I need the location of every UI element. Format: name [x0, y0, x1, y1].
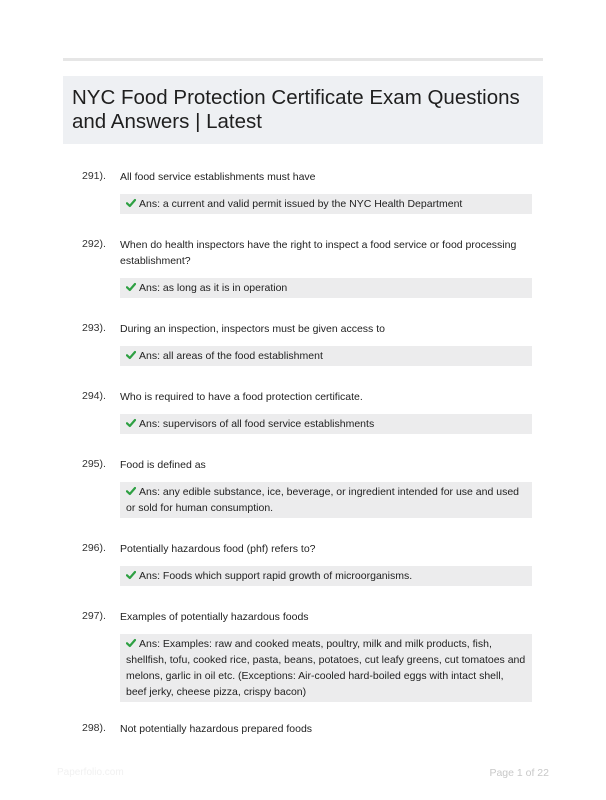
checkmark-icon	[126, 486, 136, 496]
checkmark-icon	[126, 638, 136, 648]
checkmark-icon	[126, 350, 136, 360]
answer-box	[120, 194, 532, 214]
answer-box	[120, 566, 532, 586]
answer-text: Ans: supervisors of all food service establishments	[139, 418, 375, 430]
question-text: Not potentially hazardous prepared foods	[120, 723, 313, 735]
answer-box	[120, 414, 532, 434]
question-text: All food service establishments must have	[120, 171, 316, 183]
title-banner	[63, 76, 543, 144]
question-number: 292).	[82, 238, 106, 250]
question-text: Who is required to have a food protection certificate.	[120, 391, 363, 403]
question-number: 291).	[82, 170, 106, 182]
footer-watermark: Paperfolio.com	[57, 767, 124, 778]
answer-text: Ans: as long as it is in operation	[139, 282, 288, 294]
question-number: 298).	[82, 722, 106, 734]
answer-box	[120, 278, 532, 298]
checkmark-icon	[126, 198, 136, 208]
question-text: Examples of potentially hazardous foods	[120, 611, 309, 623]
page-title: NYC Food Protection Certificate Exam Questions and Answers | Latest	[72, 86, 520, 133]
question-number: 296).	[82, 542, 106, 554]
question-number: 294).	[82, 390, 106, 402]
checkmark-icon	[126, 570, 136, 580]
answer-box	[120, 346, 532, 366]
question-text: Potentially hazardous food (phf) refers to?	[120, 543, 316, 555]
question-number: 297).	[82, 610, 106, 622]
question-number: 295).	[82, 458, 106, 470]
answer-text: Ans: any edible substance, ice, beverage, or ingredient intended for use and used or sold for human consumption.	[126, 486, 520, 514]
page-indicator: Page 1 of 22	[489, 767, 549, 779]
checkmark-icon	[126, 282, 136, 292]
top-divider	[63, 58, 543, 61]
answer-text: Ans: Examples: raw and cooked meats, poultry, milk and milk products, fish, shellfish, tofu, cooked rice, pasta, beans, potatoes, cut leafy greens, cut tomatoes and melons, garlic in oil etc. (Exceptions: Air-cooled hard-boiled eggs with intact shell, beef jerky, cheese pizza, crispy bacon)	[126, 638, 526, 698]
question-text: When do health inspectors have the right to inspect a food service or food processing establishment?	[120, 239, 517, 267]
answer-box	[120, 634, 532, 702]
answer-box	[120, 482, 532, 518]
answer-text: Ans: Foods which support rapid growth of microorganisms.	[139, 570, 413, 582]
checkmark-icon	[126, 418, 136, 428]
question-text: Food is defined as	[120, 459, 206, 471]
answer-text: Ans: a current and valid permit issued by the NYC Health Department	[139, 198, 463, 210]
question-text: During an inspection, inspectors must be given access to	[120, 323, 385, 335]
question-number: 293).	[82, 322, 106, 334]
answer-text: Ans: all areas of the food establishment	[139, 350, 323, 362]
